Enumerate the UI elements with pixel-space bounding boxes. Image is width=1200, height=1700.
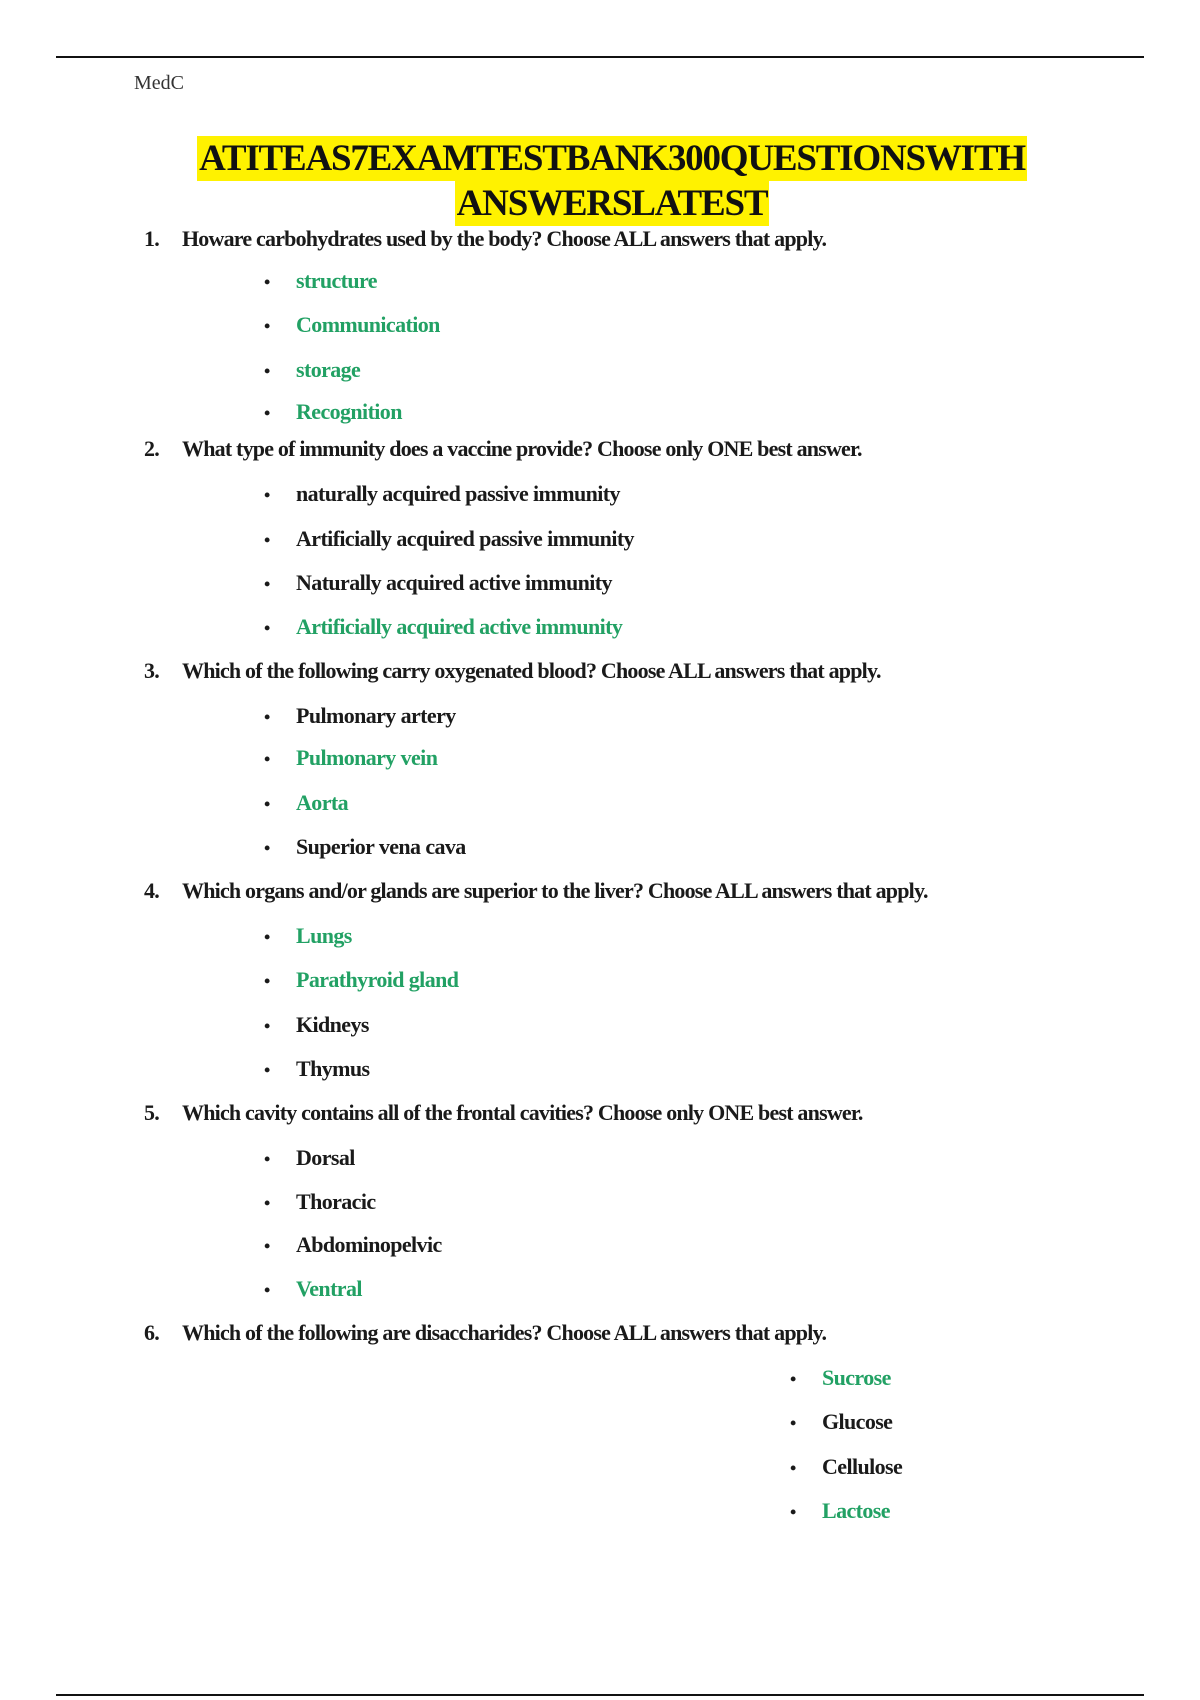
answer-text: Dorsal [296,1145,355,1170]
answer-q1-a3 [264,357,360,383]
question-text: Which of the following are disaccharides? Choose ALL answers that apply. [182,1320,827,1345]
bullet-icon: • [264,1280,270,1300]
bullet-icon: • [264,794,270,814]
bullet-icon: • [264,707,270,727]
answer-q6-a1 [790,1365,891,1391]
bullet-icon: • [790,1413,796,1433]
question-4 [144,878,928,904]
answer-text: Thoracic [296,1189,376,1214]
bullet-icon: • [264,403,270,423]
bullet-icon: • [264,361,270,381]
answer-q6-a3 [790,1454,902,1480]
bullet-icon: • [264,1060,270,1080]
answer-q6-a2 [790,1409,892,1435]
answer-text: Lungs [296,923,352,948]
question-number: 6. [144,1320,159,1345]
answer-q4-a2 [264,967,458,993]
answer-q4-a3 [264,1012,369,1038]
answer-text: Artificially acquired active immunity [296,614,623,639]
answer-text: Artificially acquired passive immunity [296,526,634,551]
answer-text: structure [296,268,377,293]
answer-q1-a4 [264,399,402,425]
answer-text: naturally acquired passive immunity [296,481,620,506]
answer-text: Sucrose [822,1365,891,1390]
answer-text: Parathyroid gland [296,967,459,992]
bullet-icon: • [264,927,270,947]
question-text: Which organs and/or glands are superior to the liver? Choose ALL answers that apply. [182,878,928,903]
bullet-icon: • [790,1502,796,1522]
answer-q2-a1 [264,481,620,507]
bullet-icon: • [264,272,270,292]
answer-text: Pulmonary artery [296,703,456,728]
bullet-icon: • [264,971,270,991]
document-title [150,136,1074,226]
answer-text: Thymus [296,1056,370,1081]
answer-q2-a3 [264,570,612,596]
question-5 [144,1100,863,1126]
question-number: 2. [144,436,159,461]
top-rule [56,56,1144,58]
answer-q2-a4 [264,614,622,640]
bullet-icon: • [264,1016,270,1036]
answer-q6-a4 [790,1498,890,1524]
question-number: 3. [144,658,159,683]
bottom-rule [56,1694,1144,1696]
question-number: 5. [144,1100,159,1125]
answer-text: Aorta [296,790,348,815]
title-line-1: ATITEAS7EXAMTESTBANK300QUESTIONSWITH [199,138,1025,179]
answer-q1-a2 [264,312,440,338]
question-6 [144,1320,826,1346]
bullet-icon: • [264,749,270,769]
answer-text: Ventral [296,1276,362,1301]
bullet-icon: • [264,1193,270,1213]
bullet-icon: • [264,485,270,505]
bullet-icon: • [264,838,270,858]
answer-q3-a3 [264,790,348,816]
question-text: Which cavity contains all of the frontal cavities? Choose only ONE best answer. [182,1100,863,1125]
answer-q5-a3 [264,1232,442,1258]
question-2 [144,436,862,462]
question-number: 1. [144,226,159,251]
answer-q5-a4 [264,1276,362,1302]
answer-q5-a2 [264,1189,376,1215]
question-text: Which of the following carry oxygenated blood? Choose ALL answers that apply. [182,658,881,683]
answer-text: Abdominopelvic [296,1232,442,1257]
answer-text: Cellulose [822,1454,903,1479]
answer-q4-a1 [264,923,352,949]
header-text: MedC [134,72,184,94]
bullet-icon: • [264,618,270,638]
bullet-icon: • [264,1149,270,1169]
answer-q2-a2 [264,526,634,552]
answer-q5-a1 [264,1145,355,1171]
answer-q3-a4 [264,834,466,860]
question-3 [144,658,881,684]
answer-text: Communication [296,312,440,337]
bullet-icon: • [264,574,270,594]
bullet-icon: • [790,1369,796,1389]
answer-q1-a1 [264,268,377,294]
bullet-icon: • [264,1236,270,1256]
answer-text: Naturally acquired active immunity [296,570,612,595]
answer-text: Recognition [296,399,402,424]
question-text: Howare carbohydrates used by the body? Choose ALL answers that apply. [182,226,827,251]
answer-text: Superior vena cava [296,834,466,859]
question-1 [144,226,826,252]
answer-q3-a1 [264,703,456,729]
answer-q4-a4 [264,1056,369,1082]
bullet-icon: • [264,316,270,336]
answer-text: storage [296,357,361,382]
question-text: What type of immunity does a vaccine provide? Choose only ONE best answer. [182,436,862,461]
bullet-icon: • [790,1458,796,1478]
answer-text: Glucose [822,1409,893,1434]
question-number: 4. [144,878,159,903]
title-line-2: ANSWERSLATEST [456,183,768,224]
bullet-icon: • [264,530,270,550]
answer-text: Lactose [822,1498,890,1523]
answer-text: Kidneys [296,1012,369,1037]
answer-q3-a2 [264,745,437,771]
answer-text: Pulmonary vein [296,745,438,770]
